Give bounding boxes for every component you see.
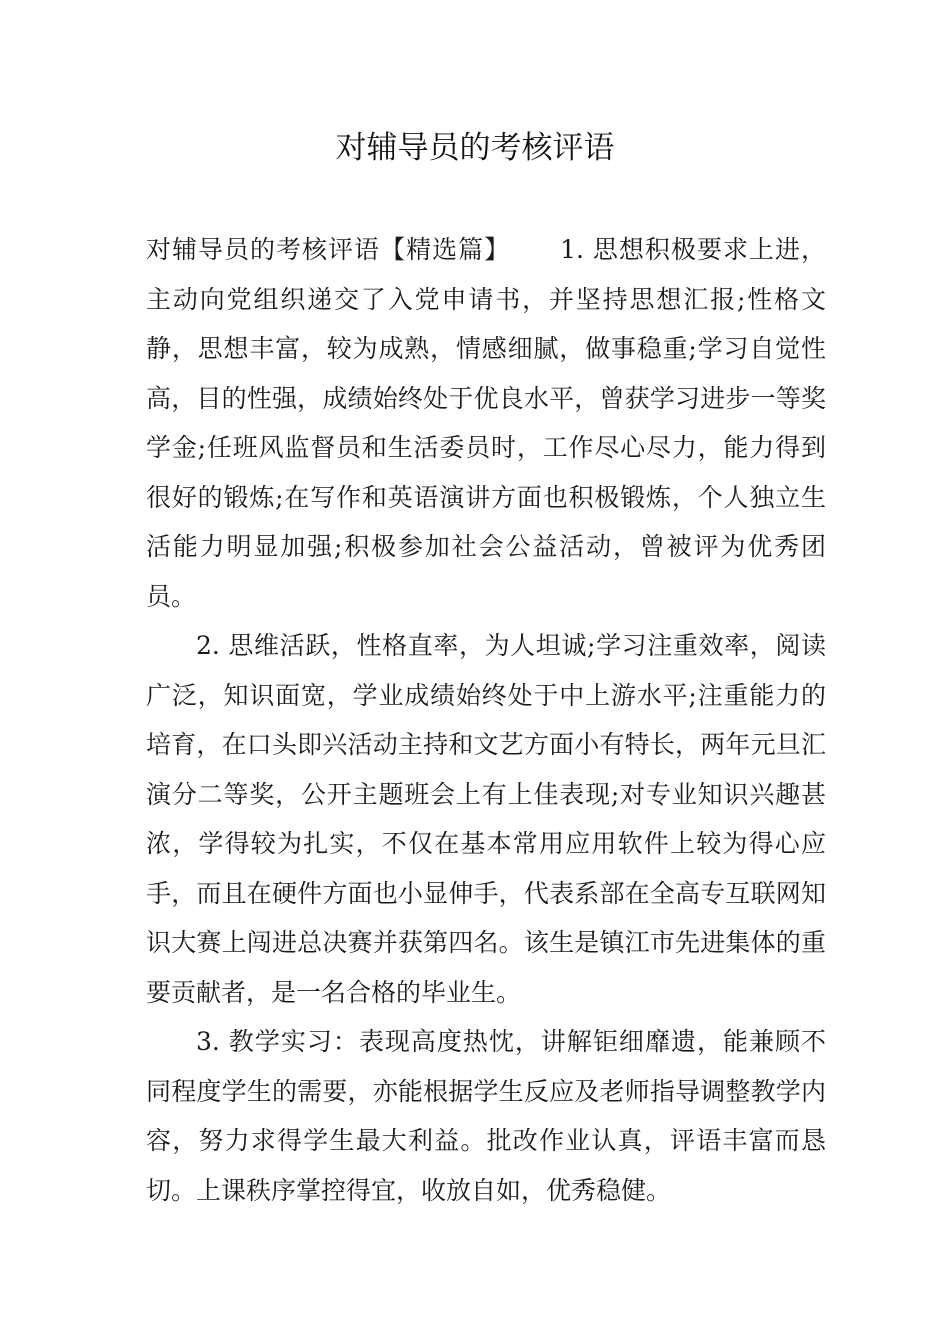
document-body bbox=[146, 225, 826, 1215]
paragraph-2: 2. 思维活跃，性格直率，为人坦诚;学习注重效率，阅读广泛，知识面宽，学业成绩始终处于中上游水平;注重能力的培育，在口头即兴活动主持和文艺方面小有特长，两年元旦汇演分二等奖，公开主题班会上有上佳表现;对专业知识兴趣甚浓，学得较为扎实，不仅在基本常用应用软件上较为得心应手，而且在硬件方面也小显伸手，代表系部在全高专互联网知识大赛上闯进总决赛并获第四名。该生是镇江市先进集体的重要贡献者，是一名合格的毕业生。 bbox=[146, 631, 826, 1007]
paragraph-3: 3. 教学实习：表现高度热忱，讲解钜细靡遗，能兼顾不同程度学生的需要，亦能根据学生反应及老师指导调整教学内容，努力求得学生最大利益。批改作业认真，评语丰富而恳切。上课秩序掌控得宜，收放自如，优秀稳健。 bbox=[146, 1027, 826, 1205]
paragraph-1-text: 1. 思想积极要求上进，主动向党组织递交了入党申请书，并坚持思想汇报;性格文静，思想丰富，较为成熟，情感细腻，做事稳重;学习自觉性高，目的性强，成绩始终处于优良水平，曾获学习进步一等奖学金;任班风监督员和生活委员时，工作尽心尽力，能力得到很好的锻炼;在写作和英语演讲方面也积极锻炼，个人独立生活能力明显加强;积极参加社会公益活动，曾被评为优秀团员。 bbox=[146, 235, 826, 611]
paragraph-1 bbox=[146, 225, 826, 621]
document-title: 对辅导员的考核评语 bbox=[335, 130, 615, 166]
heading-label: 对辅导员的考核评语【精选篇】 bbox=[146, 235, 511, 264]
